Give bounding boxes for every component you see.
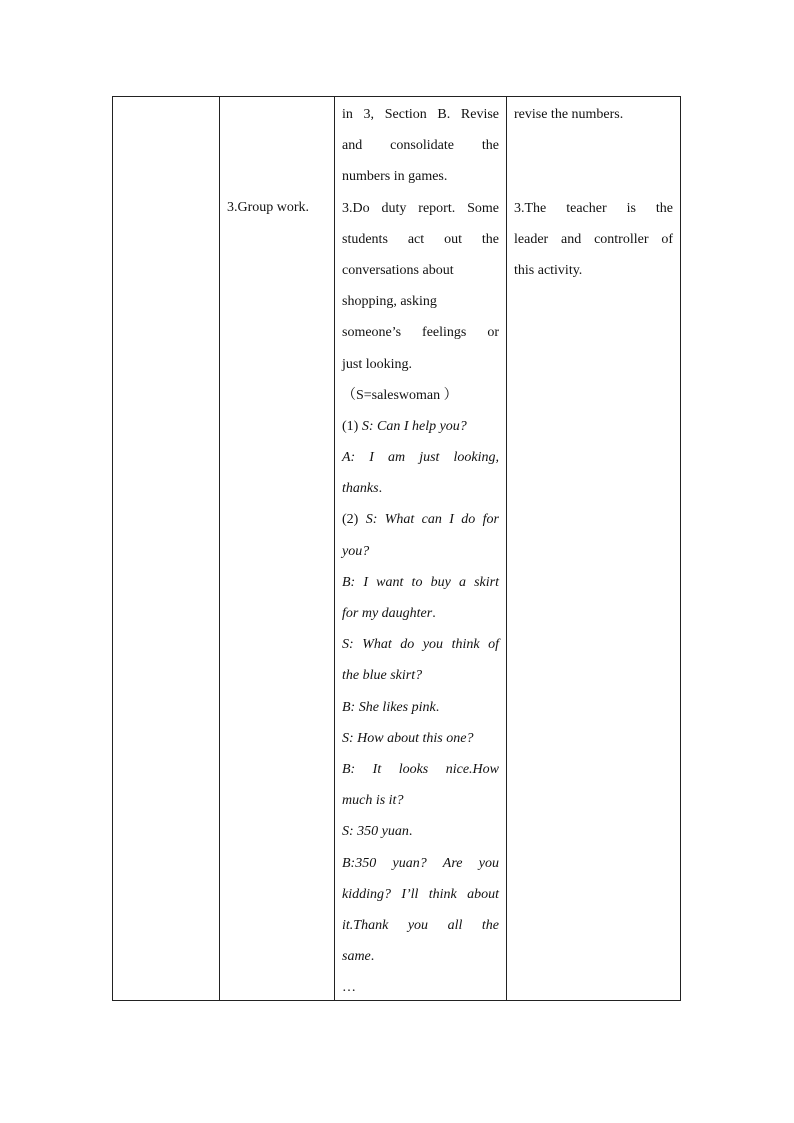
- activity-text: it.Thank you all the: [342, 917, 499, 933]
- activity-line: [342, 349, 499, 380]
- activity-text: for my daughter: [342, 606, 433, 621]
- activity-text: S: 350 yuan: [342, 824, 409, 840]
- student-activity-cell: [342, 99, 499, 1003]
- activity-text: S: What can I do for: [365, 512, 499, 528]
- activity-text: (1): [342, 418, 362, 434]
- teacher-line: revise the numbers.: [514, 107, 624, 122]
- column-divider: [506, 97, 507, 1000]
- activity-text: .: [435, 699, 440, 715]
- activity-text: B: I want to buy a skirt: [342, 574, 499, 590]
- activity-text: .: [370, 949, 375, 965]
- activity-line: [342, 816, 499, 847]
- activity-text: the blue skirt?: [342, 668, 423, 684]
- column-divider: [334, 97, 335, 1000]
- activity-text: A: I am just looking,: [342, 450, 499, 466]
- activity-text: and consolidate the: [342, 138, 499, 154]
- activity-line: [342, 286, 499, 317]
- activity-text: .: [378, 481, 383, 497]
- activity-line: [342, 380, 499, 411]
- activity-line: [342, 629, 499, 660]
- activity-text: B: It looks nice.How: [342, 761, 499, 777]
- activity-text: someone’s feelings or: [342, 325, 499, 341]
- activity-line: [342, 848, 499, 879]
- activity-line: [342, 660, 499, 691]
- activity-text: shopping, asking: [342, 294, 437, 310]
- group-work-label: 3.Group work.: [227, 200, 310, 215]
- activity-text: conversations about: [342, 262, 454, 278]
- activity-line: [342, 161, 499, 192]
- activity-line: [342, 442, 499, 473]
- activity-line: [342, 193, 499, 224]
- activity-text: numbers in games.: [342, 169, 448, 185]
- teacher-activity-cell: [514, 99, 673, 286]
- activity-line: [342, 879, 499, 910]
- teacher-line: leader and controller of: [514, 231, 673, 247]
- column-divider: [219, 97, 220, 1000]
- activity-text: 3.Do duty report. Some: [342, 200, 499, 216]
- stage-cell: [113, 97, 219, 1000]
- activity-text: …: [342, 980, 356, 996]
- activity-text: S: Can I help you?: [361, 418, 467, 434]
- activity-text: in 3, Section B. Revise: [342, 107, 499, 122]
- activity-line: [342, 723, 499, 754]
- activity-line: [342, 255, 499, 286]
- activity-line: [342, 536, 499, 567]
- teacher-line: 3.The teacher is the: [514, 200, 673, 216]
- activity-text: .: [432, 606, 436, 621]
- activity-line: [342, 598, 499, 629]
- activity-text: kidding? I’ll think about: [342, 886, 499, 902]
- activity-line: [342, 99, 499, 130]
- teacher-line: [514, 161, 673, 192]
- activity-line: [342, 972, 499, 1003]
- activity-text: S: How about this one?: [342, 730, 474, 746]
- activity-line: [342, 317, 499, 348]
- teacher-line: this activity.: [514, 262, 583, 278]
- lesson-plan-table: [112, 96, 681, 1001]
- activity-line: [342, 692, 499, 723]
- activity-text: you?: [342, 543, 370, 559]
- activity-text: B: She likes pink: [342, 699, 436, 715]
- activity-line: [342, 224, 499, 255]
- activity-text: (2): [342, 512, 366, 528]
- activity-line: [342, 504, 499, 535]
- activity-line: [342, 130, 499, 161]
- activity-text: S: What do you think of: [342, 637, 499, 653]
- activity-text: .: [408, 824, 413, 840]
- activity-text: （S=saleswoman ）: [342, 387, 458, 403]
- activity-line: [342, 411, 499, 442]
- activity-line: [342, 785, 499, 816]
- activity-line: [342, 910, 499, 941]
- activity-line: [342, 473, 499, 504]
- group-work-cell: [227, 192, 327, 223]
- activity-text: B:350 yuan? Are you: [342, 855, 499, 871]
- activity-text: much is it?: [342, 793, 404, 809]
- activity-text: thanks: [342, 481, 379, 497]
- activity-line: [342, 754, 499, 785]
- activity-text: same: [342, 949, 371, 965]
- activity-line: [342, 567, 499, 598]
- activity-text: students act out the: [342, 231, 499, 247]
- teacher-line: [514, 130, 673, 161]
- activity-line: [342, 941, 499, 972]
- activity-text: just looking.: [342, 356, 413, 372]
